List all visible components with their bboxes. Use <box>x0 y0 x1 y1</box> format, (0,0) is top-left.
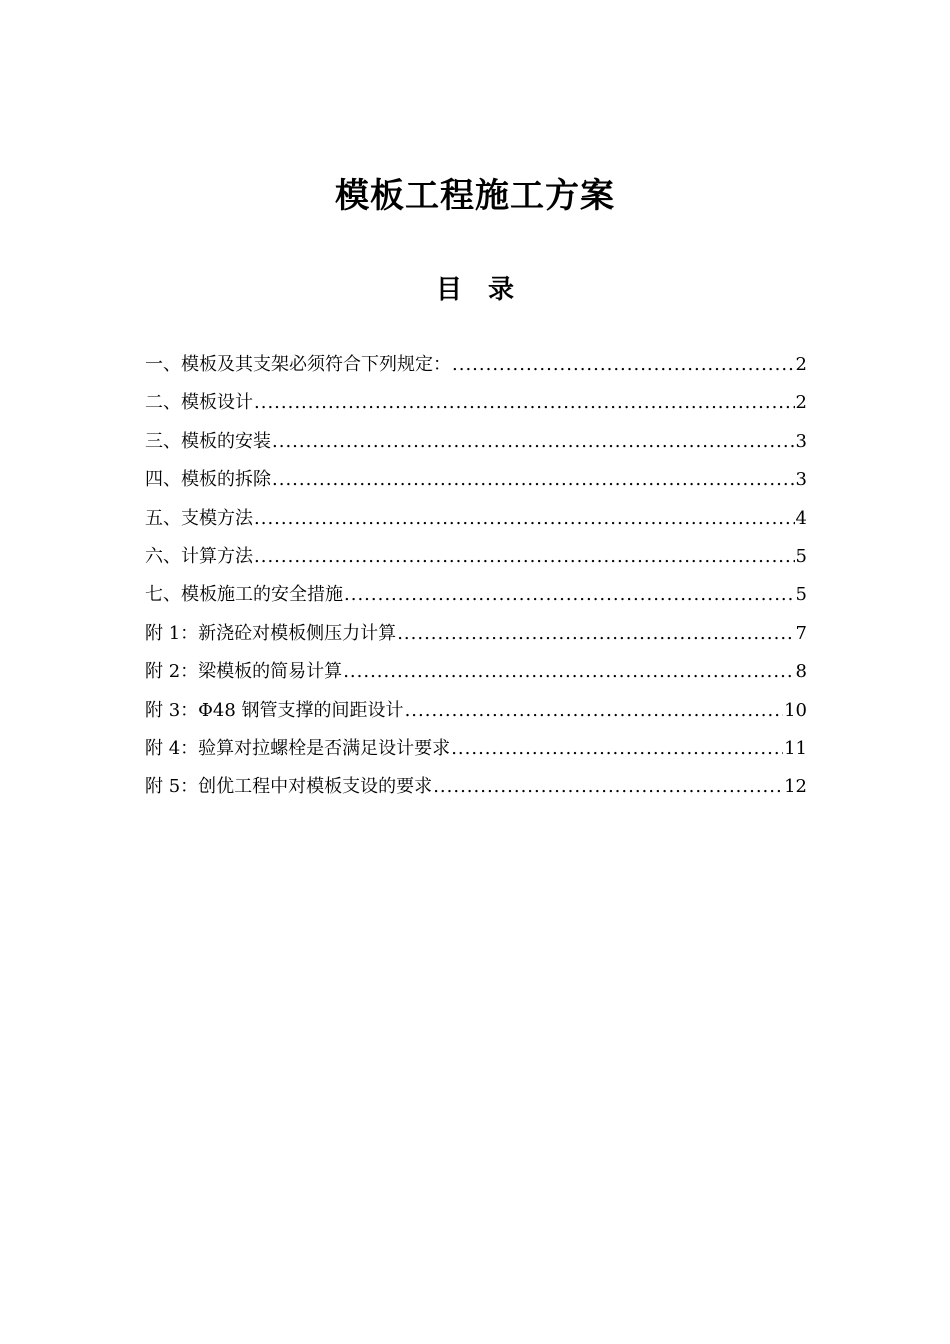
toc-entry-page: 2 <box>795 354 807 375</box>
toc-dot-leader <box>451 730 783 768</box>
toc-entry[interactable] <box>145 615 807 653</box>
toc-entry[interactable] <box>145 730 807 768</box>
toc-dot-leader <box>254 500 795 538</box>
toc-entry-page: 3 <box>795 430 807 452</box>
toc-dot-leader <box>397 615 794 653</box>
toc-entry-label: 七、模板施工的安全措施 <box>145 584 343 606</box>
toc-entry[interactable] <box>145 538 807 576</box>
toc-heading <box>0 272 950 308</box>
toc-entry-page: 10 <box>784 699 807 721</box>
toc-entry-page: 3 <box>795 469 807 491</box>
table-of-contents <box>145 346 807 807</box>
toc-entry-label: 附 4：验算对拉螺栓是否满足设计要求 <box>145 737 451 759</box>
toc-dot-leader <box>405 692 784 730</box>
toc-entry-page: 11 <box>784 737 807 759</box>
toc-entry-page: 5 <box>795 545 807 567</box>
toc-heading-part2: 录 <box>488 275 515 305</box>
toc-entry[interactable] <box>145 500 807 538</box>
toc-entry[interactable] <box>145 692 807 730</box>
toc-dot-leader <box>452 346 795 384</box>
toc-dot-leader <box>343 653 794 691</box>
toc-entry[interactable] <box>145 346 807 384</box>
toc-entry-label: 二、模板设计 <box>145 392 253 414</box>
toc-entry[interactable] <box>145 461 807 499</box>
toc-entry-label: 三、模板的安装 <box>145 430 271 452</box>
toc-entry-label: 附 3：Φ48 钢管支撑的间距设计 <box>145 699 404 721</box>
toc-dot-leader <box>433 768 783 806</box>
toc-entry[interactable] <box>145 653 807 691</box>
toc-entry[interactable] <box>145 423 807 461</box>
toc-heading-part1: 目 <box>435 275 462 305</box>
toc-entry-label: 附 2：梁模板的简易计算 <box>145 661 343 683</box>
toc-entry[interactable] <box>145 384 807 422</box>
toc-entry-label: 六、计算方法 <box>145 545 253 567</box>
toc-entry-page: 5 <box>795 584 807 606</box>
toc-entry-page: 4 <box>795 507 807 529</box>
toc-entry[interactable] <box>145 768 807 806</box>
toc-entry-page: 12 <box>784 776 807 798</box>
toc-dot-leader <box>272 461 795 499</box>
toc-dot-leader <box>254 384 795 422</box>
toc-entry-label: 一、模板及其支架必须符合下列规定： <box>145 354 451 375</box>
toc-entry[interactable] <box>145 576 807 614</box>
toc-entry-label: 四、模板的拆除 <box>145 469 271 491</box>
toc-entry-page: 8 <box>795 661 807 683</box>
toc-entry-page: 7 <box>795 622 807 644</box>
toc-dot-leader <box>254 538 795 576</box>
toc-entry-page: 2 <box>795 392 807 414</box>
document-title: 模板工程施工方案 <box>335 176 615 216</box>
toc-entry-label: 附 1：新浇砼对模板侧压力计算 <box>145 622 397 644</box>
toc-dot-leader <box>344 576 795 614</box>
toc-entry-label: 五、支模方法 <box>145 507 253 529</box>
toc-dot-leader <box>272 423 795 461</box>
toc-entry-label: 附 5：创优工程中对模板支设的要求 <box>145 776 433 798</box>
